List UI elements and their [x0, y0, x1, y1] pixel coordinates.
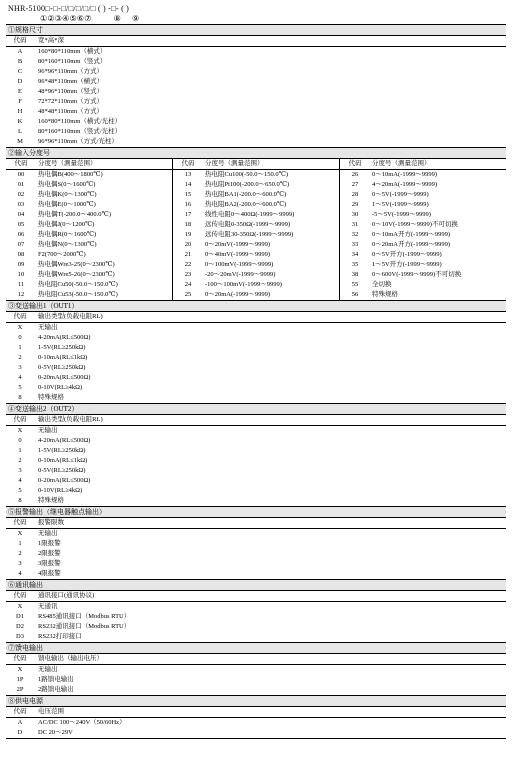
- row-code: 55: [351, 281, 359, 288]
- table-row: [6, 170, 172, 180]
- row-code: 23: [184, 271, 192, 278]
- row-desc: 0～20mV(-1999～9999): [205, 241, 270, 248]
- table-row: [340, 280, 506, 290]
- out1-rows: [6, 323, 506, 404]
- table-row: [6, 632, 506, 643]
- table-row: [340, 210, 506, 220]
- table-row: [6, 57, 506, 67]
- table-header: [173, 159, 339, 170]
- row-desc: 96*96*110mm（方式/光柱）: [38, 138, 118, 145]
- row-desc: 远传电阻0-350Ω(-1999～9999): [205, 221, 290, 228]
- row-code: 5: [18, 487, 22, 494]
- table-header: [6, 312, 506, 323]
- table-row: [6, 685, 506, 696]
- row-code: D3: [16, 633, 24, 640]
- row-desc: 热电阻BA2(-200.0～600.0℃): [205, 201, 287, 208]
- row-code: L: [18, 128, 22, 135]
- table-row: [6, 127, 506, 137]
- row-desc: 热电偶J(0～1200℃): [38, 221, 95, 228]
- row-code: 2P: [16, 686, 24, 693]
- row-code: 8: [18, 497, 22, 504]
- header-code: 代码: [13, 519, 27, 526]
- model-selection-table: [6, 24, 506, 739]
- row-desc: 48*96*110mm（竖式）: [38, 88, 104, 95]
- row-code: C: [17, 68, 23, 75]
- row-code: 18: [184, 221, 192, 228]
- row-code: 21: [184, 251, 192, 258]
- table-row: [340, 170, 506, 180]
- table-header: [6, 415, 506, 426]
- row-desc: 4限报警: [38, 570, 61, 577]
- row-desc: 0～10V(-1999～9999)不可切换: [372, 221, 458, 228]
- row-desc: 0～5V(-1999～9999): [372, 191, 429, 198]
- row-code: 35: [351, 261, 359, 268]
- header-code: 代码: [13, 592, 27, 599]
- row-desc: 0～600V(-1999～9999)不可切换: [372, 271, 462, 278]
- row-code: D: [17, 78, 23, 85]
- section-title-feed: ⑦馈电输出: [6, 643, 506, 654]
- table-header: [340, 159, 506, 170]
- row-desc: 特殊规格: [38, 497, 64, 504]
- row-code: 09: [17, 261, 25, 268]
- row-desc: 热电偶Wre3-25(0～2300℃): [38, 261, 115, 268]
- table-header: [6, 159, 172, 170]
- row-desc: RS485通讯接口（Modbus RTU）: [38, 613, 131, 620]
- row-code: 2: [18, 550, 22, 557]
- section-title-power: ⑧供电电源: [6, 696, 506, 707]
- header-desc: 分度号（测量范围）: [372, 160, 431, 167]
- table-row: [6, 549, 506, 559]
- row-code: 26: [351, 171, 359, 178]
- alarm-rows: [6, 529, 506, 580]
- table-row: [6, 323, 506, 333]
- row-code: 30: [351, 211, 359, 218]
- table-row: [6, 333, 506, 343]
- row-desc: 无输出: [38, 427, 58, 434]
- row-code: 3: [18, 467, 22, 474]
- row-code: 06: [17, 231, 25, 238]
- table-row: [340, 240, 506, 250]
- table-row: [6, 612, 506, 622]
- row-desc: 3限报警: [38, 560, 61, 567]
- row-desc: 热电偶S(0～1600℃): [38, 181, 96, 188]
- table-row: [6, 466, 506, 476]
- table-row: [6, 343, 506, 353]
- row-code: D1: [16, 613, 24, 620]
- row-desc: 4-20mA(RL≤500Ω): [38, 334, 91, 341]
- row-desc: 无通讯: [38, 603, 58, 610]
- table-row: [6, 436, 506, 446]
- table-row: [6, 97, 506, 107]
- table-row: [173, 260, 339, 270]
- row-desc: -100～100mV(-1999～9999): [205, 281, 282, 288]
- row-code: 01: [17, 181, 25, 188]
- row-code: 29: [351, 201, 359, 208]
- table-row: [6, 250, 172, 260]
- row-desc: -20～20mV(-1999～9999): [205, 271, 276, 278]
- section-title-input: ②输入分度号: [6, 148, 506, 159]
- header-desc: 通讯接口(通讯协议): [38, 592, 95, 599]
- row-desc: 160*80*110mm（横式）: [38, 48, 107, 55]
- row-code: 0: [18, 334, 22, 341]
- table-row: [6, 456, 506, 466]
- table-row: [173, 200, 339, 210]
- header-code: 代码: [14, 160, 28, 167]
- table-row: [340, 260, 506, 270]
- row-desc: 0～20mA(-1999～9999): [205, 291, 270, 298]
- header-desc: 输出类型(负载电阻RL): [38, 416, 103, 423]
- row-code: 8: [18, 394, 22, 401]
- row-code: 05: [17, 221, 25, 228]
- row-code: 3: [18, 560, 22, 567]
- table-row: [6, 665, 506, 675]
- row-code: 27: [351, 181, 359, 188]
- row-desc: F2(700～2000℃): [38, 251, 86, 258]
- row-code: F: [18, 98, 22, 105]
- row-code: 10: [17, 271, 25, 278]
- table-row: [6, 486, 506, 496]
- input-column: [173, 159, 340, 300]
- table-row: [6, 290, 172, 300]
- table-header: [6, 36, 506, 47]
- section-title-spec: ①规格尺寸: [6, 25, 506, 36]
- row-desc: 热电偶K(0～1300℃): [38, 191, 97, 198]
- row-code: X: [17, 530, 23, 537]
- row-desc: 0～20mA开方(-1999～9999): [372, 241, 450, 248]
- row-desc: DC 20～29V: [38, 729, 73, 736]
- row-code: 4: [18, 570, 22, 577]
- table-row: [6, 47, 506, 57]
- row-code: 2: [18, 354, 22, 361]
- model-line: NHR-5100□-□-□/□/□/□/□ ( ) -□- ( ): [8, 4, 130, 13]
- row-code: 32: [351, 231, 359, 238]
- row-code: 1: [18, 447, 22, 454]
- row-code: 38: [351, 271, 359, 278]
- row-code: 5: [18, 384, 22, 391]
- table-row: [173, 220, 339, 230]
- table-row: [6, 270, 172, 280]
- row-desc: 2限报警: [38, 550, 61, 557]
- table-row: [6, 569, 506, 580]
- table-header: [6, 591, 506, 602]
- header-desc: 输出类型(负载电阻RL): [38, 313, 103, 320]
- table-row: [6, 190, 172, 200]
- row-desc: 0～10mA(-1999～9999): [372, 171, 437, 178]
- table-row: [6, 476, 506, 486]
- row-code: 04: [17, 211, 25, 218]
- row-code: K: [17, 118, 23, 125]
- row-desc: 1路馈电输出: [38, 676, 74, 683]
- table-row: [6, 622, 506, 632]
- row-code: D2: [16, 623, 24, 630]
- row-code: 08: [17, 251, 25, 258]
- row-desc: 热电偶B(400～1800℃): [38, 171, 103, 178]
- table-row: [173, 210, 339, 220]
- table-row: [6, 117, 506, 127]
- row-desc: 96*48*110mm（横式）: [38, 78, 104, 85]
- feed-rows: [6, 665, 506, 696]
- table-row: [6, 240, 172, 250]
- row-code: 33: [351, 241, 359, 248]
- table-row: [6, 210, 172, 220]
- row-desc: -5～5V(-1999～9999): [372, 211, 431, 218]
- table-row: [173, 230, 339, 240]
- row-code: 1: [18, 540, 22, 547]
- row-code: M: [17, 138, 23, 145]
- input-column: [6, 159, 173, 300]
- table-row: [6, 353, 506, 363]
- row-code: 15: [184, 191, 192, 198]
- table-header: [6, 707, 506, 718]
- input-table: [6, 159, 506, 301]
- row-desc: 0-5V(RL≥250kΩ): [38, 364, 86, 371]
- row-code: 3: [18, 364, 22, 371]
- row-desc: 特殊规格: [38, 394, 64, 401]
- row-desc: 72*72*110mm（方式）: [38, 98, 104, 105]
- table-row: [6, 446, 506, 456]
- row-desc: 1-5V(RL≥250kΩ): [38, 344, 86, 351]
- section-title-out2: ④变送输出2（OUT2）: [6, 404, 506, 415]
- table-row: [6, 230, 172, 240]
- row-desc: 0-20mA(RL≤500Ω): [38, 477, 91, 484]
- table-row: [6, 718, 506, 728]
- table-row: [6, 539, 506, 549]
- row-desc: 热电偶E(0～1000℃): [38, 201, 96, 208]
- table-row: [6, 220, 172, 230]
- power-rows: [6, 718, 506, 739]
- row-code: A: [17, 719, 23, 726]
- row-code: D: [17, 729, 23, 736]
- row-code: X: [17, 324, 23, 331]
- row-desc: 热电阻Cu53(-50.0～150.0℃): [38, 291, 118, 298]
- row-desc: 热电偶T(-200.0～400.0℃): [38, 211, 111, 218]
- row-desc: 0-10V(RL≥4kΩ): [38, 384, 83, 391]
- table-row: [6, 280, 172, 290]
- row-code: 1: [18, 344, 22, 351]
- comm-rows: [6, 602, 506, 643]
- table-row: [173, 180, 339, 190]
- row-desc: 96*96*110mm（方式）: [38, 68, 104, 75]
- row-desc: 4-20mA(RL≤500Ω): [38, 437, 91, 444]
- row-code: 13: [184, 171, 192, 178]
- table-row: [6, 77, 506, 87]
- table-row: [340, 200, 506, 210]
- row-desc: 热电阻Pt100(-200.0～650.0℃): [205, 181, 290, 188]
- row-code: 4: [18, 477, 22, 484]
- table-row: [340, 270, 506, 280]
- row-desc: 特殊规格: [372, 291, 398, 298]
- row-desc: 1～5V(-1999～9999): [372, 201, 429, 208]
- table-row: [6, 728, 506, 739]
- row-code: E: [18, 88, 22, 95]
- header-desc: 电压范围: [38, 708, 64, 715]
- row-desc: 线性电阻0～400Ω(-1999～9999): [205, 211, 295, 218]
- row-code: X: [17, 603, 23, 610]
- header-code: 代码: [13, 37, 27, 44]
- row-desc: 0-5V(RL≥250kΩ): [38, 467, 86, 474]
- row-desc: 热电阻Cu50(-50.0～150.0℃): [38, 281, 118, 288]
- row-desc: 热电偶R(0～1600℃): [38, 231, 97, 238]
- row-code: 17: [184, 211, 192, 218]
- table-row: [340, 180, 506, 190]
- table-row: [340, 290, 506, 300]
- row-desc: 0～10mA开方(-1999～9999): [372, 231, 450, 238]
- row-code: H: [17, 108, 23, 115]
- table-row: [6, 393, 506, 404]
- row-code: 22: [184, 261, 192, 268]
- table-row: [340, 250, 506, 260]
- table-row: [6, 602, 506, 612]
- row-code: 28: [351, 191, 359, 198]
- table-header: [6, 518, 506, 529]
- row-code: 07: [17, 241, 25, 248]
- row-desc: RS232打印接口: [38, 633, 82, 640]
- input-column: [340, 159, 506, 300]
- row-desc: 远传电阻30-350Ω(-1999～9999): [205, 231, 294, 238]
- row-desc: 80*160*110mm（竖式）: [38, 58, 107, 65]
- row-desc: 0～100mV(-1999～9999): [205, 261, 274, 268]
- table-row: [6, 426, 506, 436]
- row-code: 02: [17, 191, 25, 198]
- row-code: 11: [17, 281, 25, 288]
- row-desc: 全切换: [372, 281, 392, 288]
- row-code: 00: [17, 171, 25, 178]
- row-code: 2: [18, 457, 22, 464]
- index-line: ①②③④⑤⑥⑦ ⑧ ⑨: [40, 14, 140, 23]
- row-desc: 热电阻Cu100(-50.0～150.0℃): [205, 171, 289, 178]
- row-desc: RS232通讯接口（Modbus RTU）: [38, 623, 131, 630]
- row-code: A: [17, 48, 23, 55]
- table-row: [6, 675, 506, 685]
- row-desc: 0-10V(RL≥4kΩ): [38, 487, 83, 494]
- row-code: 14: [184, 181, 192, 188]
- row-code: 31: [351, 221, 359, 228]
- table-row: [6, 137, 506, 148]
- row-code: 25: [184, 291, 192, 298]
- table-row: [6, 107, 506, 117]
- table-row: [6, 559, 506, 569]
- table-row: [173, 170, 339, 180]
- table-row: [6, 529, 506, 539]
- table-row: [6, 200, 172, 210]
- section-title-alarm: ⑤报警输出（继电器触点输出）: [6, 507, 506, 518]
- table-row: [173, 190, 339, 200]
- table-row: [6, 373, 506, 383]
- row-desc: 2路馈电输出: [38, 686, 74, 693]
- table-row: [340, 220, 506, 230]
- header-desc: 报警限数: [38, 519, 64, 526]
- row-code: 12: [17, 291, 25, 298]
- table-header: [6, 654, 506, 665]
- table-row: [340, 230, 506, 240]
- out2-rows: [6, 426, 506, 507]
- table-row: [173, 280, 339, 290]
- header-desc: 馈电输出（输出电压）: [38, 655, 103, 662]
- row-code: 56: [351, 291, 359, 298]
- table-row: [340, 190, 506, 200]
- row-desc: 0-20mA(RL≤500Ω): [38, 374, 91, 381]
- row-desc: 热电偶N(0～1300℃): [38, 241, 97, 248]
- row-code: 19: [184, 231, 192, 238]
- table-row: [173, 290, 339, 300]
- header-code: 代码: [181, 160, 195, 167]
- row-code: X: [17, 666, 23, 673]
- row-code: B: [17, 58, 23, 65]
- row-code: 24: [184, 281, 192, 288]
- row-desc: 热电偶Wre5-26(0～2300℃): [38, 271, 115, 278]
- table-row: [6, 496, 506, 507]
- header-desc: 分度号（测量范围）: [38, 160, 97, 167]
- row-code: 20: [184, 241, 192, 248]
- table-row: [173, 250, 339, 260]
- row-desc: 热电阻BA1(-200.0～600.0℃): [205, 191, 287, 198]
- row-code: 03: [17, 201, 25, 208]
- table-row: [6, 87, 506, 97]
- spec-rows: [6, 47, 506, 148]
- row-desc: 160*80*110mm（横式/光柱）: [38, 118, 122, 125]
- header-desc: 分度号（测量范围）: [205, 160, 264, 167]
- row-code: 0: [18, 437, 22, 444]
- row-desc: 无输出: [38, 666, 58, 673]
- row-desc: 0-10mA(RL≤1kΩ): [38, 457, 88, 464]
- row-desc: 80*160*110mm（竖式/光柱）: [38, 128, 122, 135]
- row-code: 34: [351, 251, 359, 258]
- row-code: 16: [184, 201, 192, 208]
- table-row: [6, 180, 172, 190]
- header-code: 代码: [13, 416, 27, 423]
- header-code: 代码: [13, 313, 27, 320]
- row-desc: 1-5V(RL≥250kΩ): [38, 447, 86, 454]
- row-desc: 0～40mV(-1999～9999): [205, 251, 270, 258]
- header-code: 代码: [13, 708, 27, 715]
- header-desc: 宽*高*深: [38, 37, 64, 44]
- table-row: [6, 260, 172, 270]
- table-row: [6, 363, 506, 373]
- header-code: 代码: [348, 160, 362, 167]
- row-desc: 0～5V开方(-1999～9999): [372, 251, 442, 258]
- section-title-out1: ③变送输出1（OUT1）: [6, 301, 506, 312]
- row-desc: 4～20mA(-1999～9999): [372, 181, 437, 188]
- row-desc: 0-10mA(RL≤1kΩ): [38, 354, 88, 361]
- row-code: 4: [18, 374, 22, 381]
- row-desc: 1～5V开方(-1999～9999): [372, 261, 442, 268]
- row-code: 1P: [16, 676, 24, 683]
- row-desc: 1限报警: [38, 540, 61, 547]
- header-code: 代码: [13, 655, 27, 662]
- section-title-comm: ⑥通讯输出: [6, 580, 506, 591]
- table-row: [6, 383, 506, 393]
- row-desc: 无输出: [38, 530, 58, 537]
- row-code: X: [17, 427, 23, 434]
- row-desc: 无输出: [38, 324, 58, 331]
- row-desc: 48*48*110mm（方式）: [38, 108, 104, 115]
- table-row: [6, 67, 506, 77]
- row-desc: AC/DC 100～240V（50/60Hz）: [38, 719, 126, 726]
- table-row: [173, 270, 339, 280]
- table-row: [173, 240, 339, 250]
